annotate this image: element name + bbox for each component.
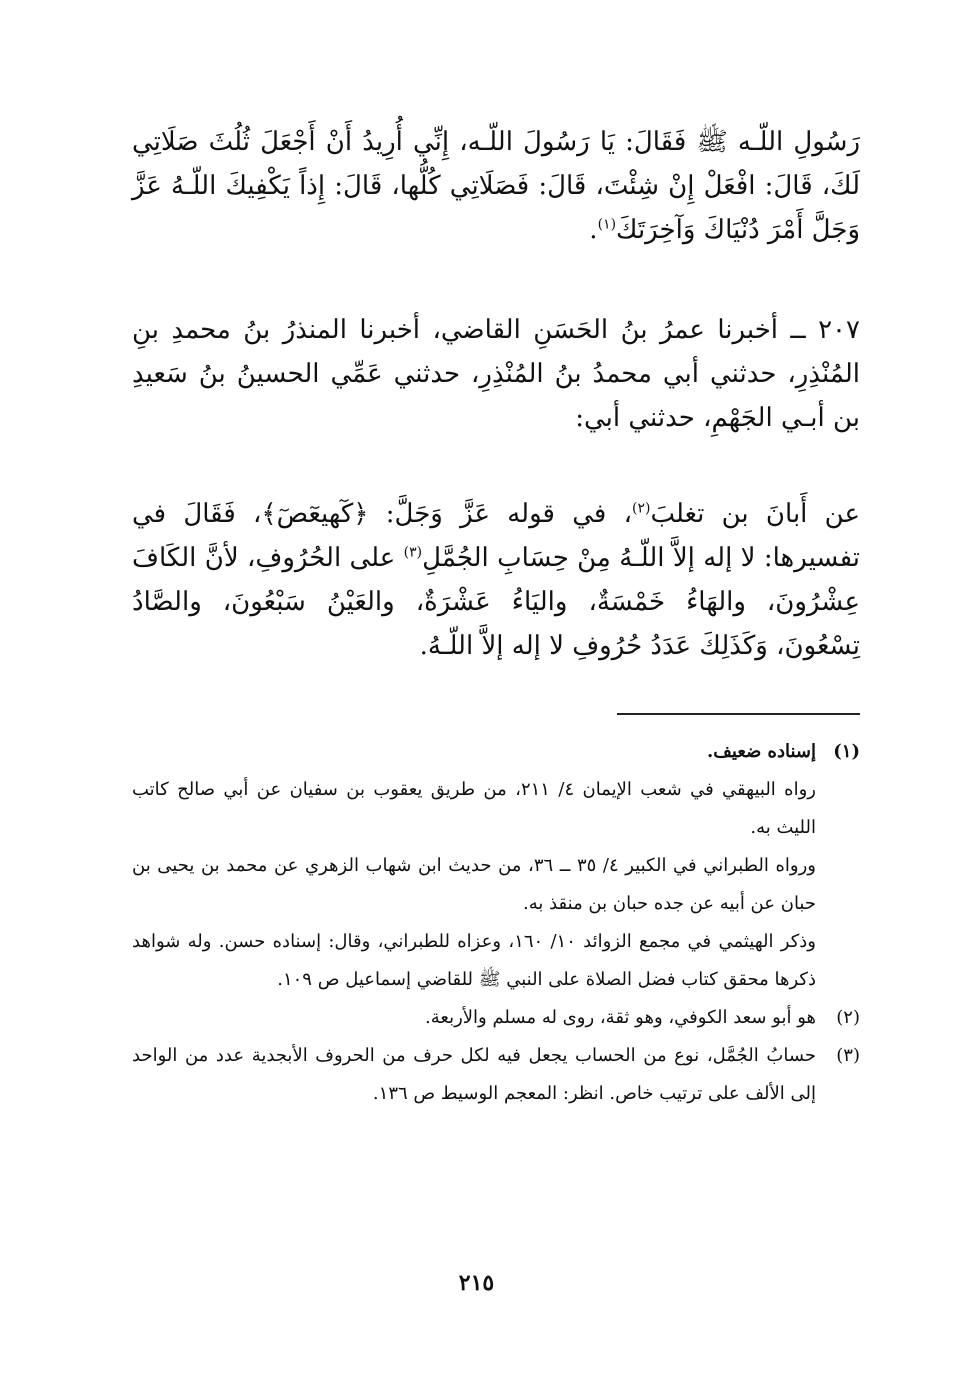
footnote-3-text: حسابُ الجُمَّل، نوع من الحساب يجعل فيه لكل حرف من الحروف الأبجدية عدد من الواحد إلى الألف على ترتيب خاص. انظر: المعجم الوسيط ص ١٣٦. <box>132 1045 817 1104</box>
paragraph-3-text-c: على الحُرُوفِ، لأنَّ الكَافَ عِشْرُونَ، والهَاءُ خَمْسَةٌ، واليَاءُ عَشْرَةٌ، والعَيْنُ سَبْعُونَ، والصَّادُ تِسْعُونَ، وَكَذَلِكَ عَدَدُ حُرُوفِ لا إله إلاَّ اللّـهُ. <box>132 543 860 661</box>
footnote-divider <box>617 713 860 715</box>
footnote-1-line-1: رواه البيهقي في شعب الإيمان ٤/ ٢١١، من طريق يعقوب بن سفيان عن أبي صالح كاتب الليث به. <box>132 779 816 838</box>
footnote-ref-1: (١) <box>597 216 617 233</box>
footnotes <box>132 733 860 1113</box>
footnote-1-number: (١) <box>833 741 860 762</box>
paragraph-3 <box>132 492 860 668</box>
footnote-1 <box>132 733 860 771</box>
footnote-1-title: إسناده ضعيف. <box>706 741 816 762</box>
footnote-2-text: هو أبو سعد الكوفي، وهو ثقة، روى له مسلم والأربعة. <box>425 1007 816 1028</box>
paragraph-2-text: ٢٠٧ ــ أخبرنا عمرُ بنُ الحَسَنِ القاضي، أخبرنا المنذرُ بنُ محمدِ بنِ المُنْذِرِ، حدثني أبي محمدُ بنُ المُنْذِرِ، حدثني عَمِّي الحسينُ بنُ سَعيدِ بن أبـي الجَهْمِ، حدثني أبي: <box>132 315 860 433</box>
footnote-3 <box>132 1037 860 1113</box>
footnote-2 <box>132 999 860 1037</box>
footnote-1-line-3: وذكر الهيثمي في مجمع الزوائد ١٠/ ١٦٠، وعزاه للطبراني، وقال: إسناده حسن. وله شواهد ذكرها محقق كتاب فضل الصلاة على النبي ﷺ للقاضي إسماعيل ص ١٠٩. <box>132 931 817 990</box>
footnote-3-number: (٣) <box>836 1045 860 1066</box>
paragraph-2 <box>132 308 860 440</box>
footnote-2-number: (٢) <box>836 1007 860 1028</box>
paragraph-3-text-a: عن أَبانَ بن تغلبَ <box>650 499 860 529</box>
page-number: ٢١٥ <box>458 1270 495 1296</box>
footnote-1-line-2: ورواه الطبراني في الكبير ٤/ ٣٥ ــ ٣٦، من حديث ابن شهاب الزهري عن محمد بن يحيى بن حبان عن أبيه عن جده حبان بن منقذ به. <box>132 855 816 914</box>
footnote-ref-2: (٢) <box>631 500 651 517</box>
paragraph-1-text: رَسُولِ اللّـه ﷺ فَقَالَ: يَا رَسُولَ اللّـه، إِنِّي أُرِيدُ أَنْ أَجْعَلَ ثُلُثَ صَلَاتِي لَكَ، قَالَ: افْعَلْ إِنْ شِئْتَ، قَالَ: فَصَلَاتِي كُلُّها، قَالَ: إِذاً يَكْفِيكَ اللّـهُ عَزَّ وَجَلَّ أَمْرَ دُنْيَاكَ وَآخِرَتَكَ <box>132 127 860 245</box>
paragraph-1 <box>132 120 860 252</box>
paragraph-1-end: . <box>589 215 598 245</box>
footnote-ref-3: (٣) <box>403 544 423 561</box>
paragraph-3-text-b: ، في قوله عَزَّ وَجَلَّ: ﴿كٓهيعٓصٓ﴾، فَقَالَ في تفسيرها: لا إله إلاَّ اللّـهُ مِنْ حِسَابِ الجُمَّلِ <box>132 499 861 573</box>
